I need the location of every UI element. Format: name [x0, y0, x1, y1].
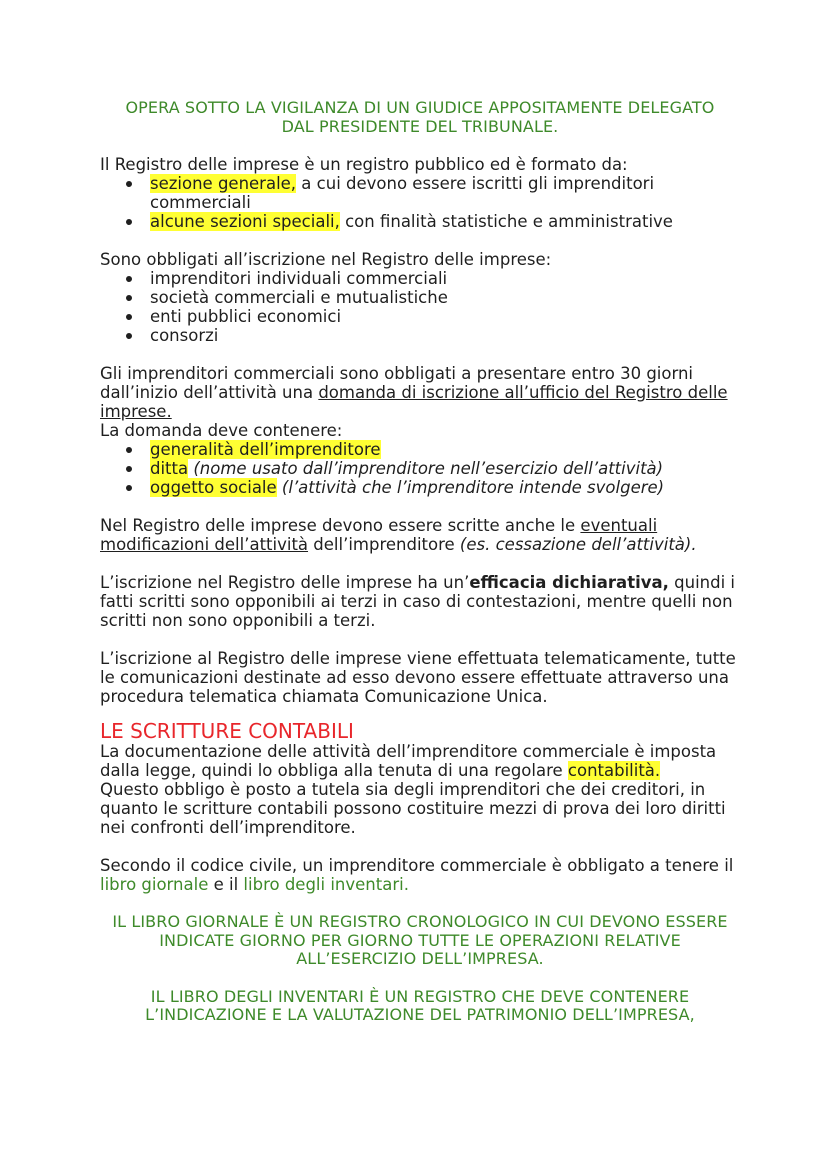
- registro-list: [100, 174, 740, 231]
- highlight-term: contabilità.: [567, 761, 661, 780]
- bold-term: efficacia dichiarativa,: [469, 573, 669, 592]
- list-item: imprenditori individuali commerciali: [150, 269, 740, 288]
- list-item: [150, 440, 740, 459]
- green-term: libro giornale: [100, 875, 209, 894]
- efficacia-paragraph: L’iscrizione nel Registro delle imprese ha un’efficacia dichiarativa, quindi i fatti scritti sono opponibili ai terzi in caso di contestazioni, mentre quelli non scritti non sono opponibili a terzi.: [100, 573, 736, 630]
- domanda-paragraph: Gli imprenditori commerciali sono obbligati a presentare entro 30 giorni dall’inizio dell’attività una domanda di iscrizione all’ufficio del Registro delle imprese.: [100, 364, 728, 421]
- obbligo-paragraph: Questo obbligo è posto a tutela sia degli imprenditori che dei creditori, in quanto le scritture contabili possono costituire mezzi di prova dei loro diritti nei confronti dell’imprenditore.: [100, 780, 726, 837]
- codice-civile-paragraph: Secondo il codice civile, un imprenditore commerciale è obbligato a tenere il libro giornale e il libro degli inventari.: [100, 856, 734, 894]
- list-item: consorzi: [150, 326, 740, 345]
- highlight-term: alcune sezioni speciali,: [150, 212, 340, 231]
- list-item: oggetto sociale (l’attività che l’imprenditore intende svolgere): [150, 478, 740, 497]
- obbligati-intro: Sono obbligati all’iscrizione nel Registro delle imprese:: [100, 250, 552, 269]
- list-item: enti pubblici economici: [150, 307, 740, 326]
- underlined-text: eventuali modificazioni dell’attività: [100, 516, 658, 554]
- list-item: alcune sezioni speciali, con finalità statistiche e amministrative: [150, 212, 740, 231]
- underlined-text: domanda di iscrizione all’ufficio del Registro delle imprese.: [100, 383, 728, 421]
- vigilanza-caps-paragraph: OPERA SOTTO LA VIGILANZA DI UN GIUDICE APPOSITAMENTE DELEGATO DAL PRESIDENTE DEL TRIBUNALE.: [125, 98, 715, 136]
- list-item: sezione generale, a cui devono essere iscritti gli imprenditori commerciali: [150, 174, 740, 212]
- green-term: libro degli inventari.: [243, 875, 409, 894]
- document-page: [100, 99, 740, 1025]
- registro-intro: Il Registro delle imprese è un registro pubblico ed è formato da:: [100, 155, 628, 174]
- highlight-term: ditta: [150, 459, 189, 478]
- obbligati-list: [100, 269, 740, 345]
- highlight-term: sezione generale,: [150, 174, 297, 193]
- list-item: società commerciali e mutualistiche: [150, 288, 740, 307]
- telematica-paragraph: L’iscrizione al Registro delle imprese viene effettuata telematicamente, tutte le comunicazioni destinate ad esso devono essere effettuate attraverso una procedura telematica chiamata Comunicazione Unica.: [100, 649, 736, 706]
- section-heading: LE SCRITTURE CONTABILI: [100, 719, 354, 743]
- domanda-list: [100, 440, 740, 497]
- highlight-term: oggetto sociale: [150, 478, 277, 497]
- scritture-paragraph: La documentazione delle attività dell’imprenditore commerciale è imposta dalla legge, quindi lo obbliga alla tenuta di una regolare contabilità.: [100, 742, 717, 780]
- modifiche-paragraph: Nel Registro delle imprese devono essere scritte anche le eventuali modificazioni dell’attività dell’imprenditore (es. cessazione dell’attività).: [100, 516, 697, 554]
- highlight-term: generalità dell’imprenditore: [150, 440, 381, 459]
- list-item: ditta (nome usato dall’imprenditore nell’esercizio dell’attività): [150, 459, 740, 478]
- domanda-contenuto-intro: La domanda deve contenere:: [100, 421, 343, 440]
- libro-inventari-caps-paragraph: IL LIBRO DEGLI INVENTARI È UN REGISTRO CHE DEVE CONTENERE L’INDICAZIONE E LA VALUTAZIONE DEL PATRIMONIO DELL’IMPRESA,: [145, 986, 695, 1024]
- libro-giornale-caps-paragraph: IL LIBRO GIORNALE È UN REGISTRO CRONOLOGICO IN CUI DEVONO ESSERE INDICATE GIORNO PER GIORNO TUTTE LE OPERAZIONI RELATIVE ALL’ESERCIZIO DELL’IMPRESA.: [112, 912, 728, 968]
